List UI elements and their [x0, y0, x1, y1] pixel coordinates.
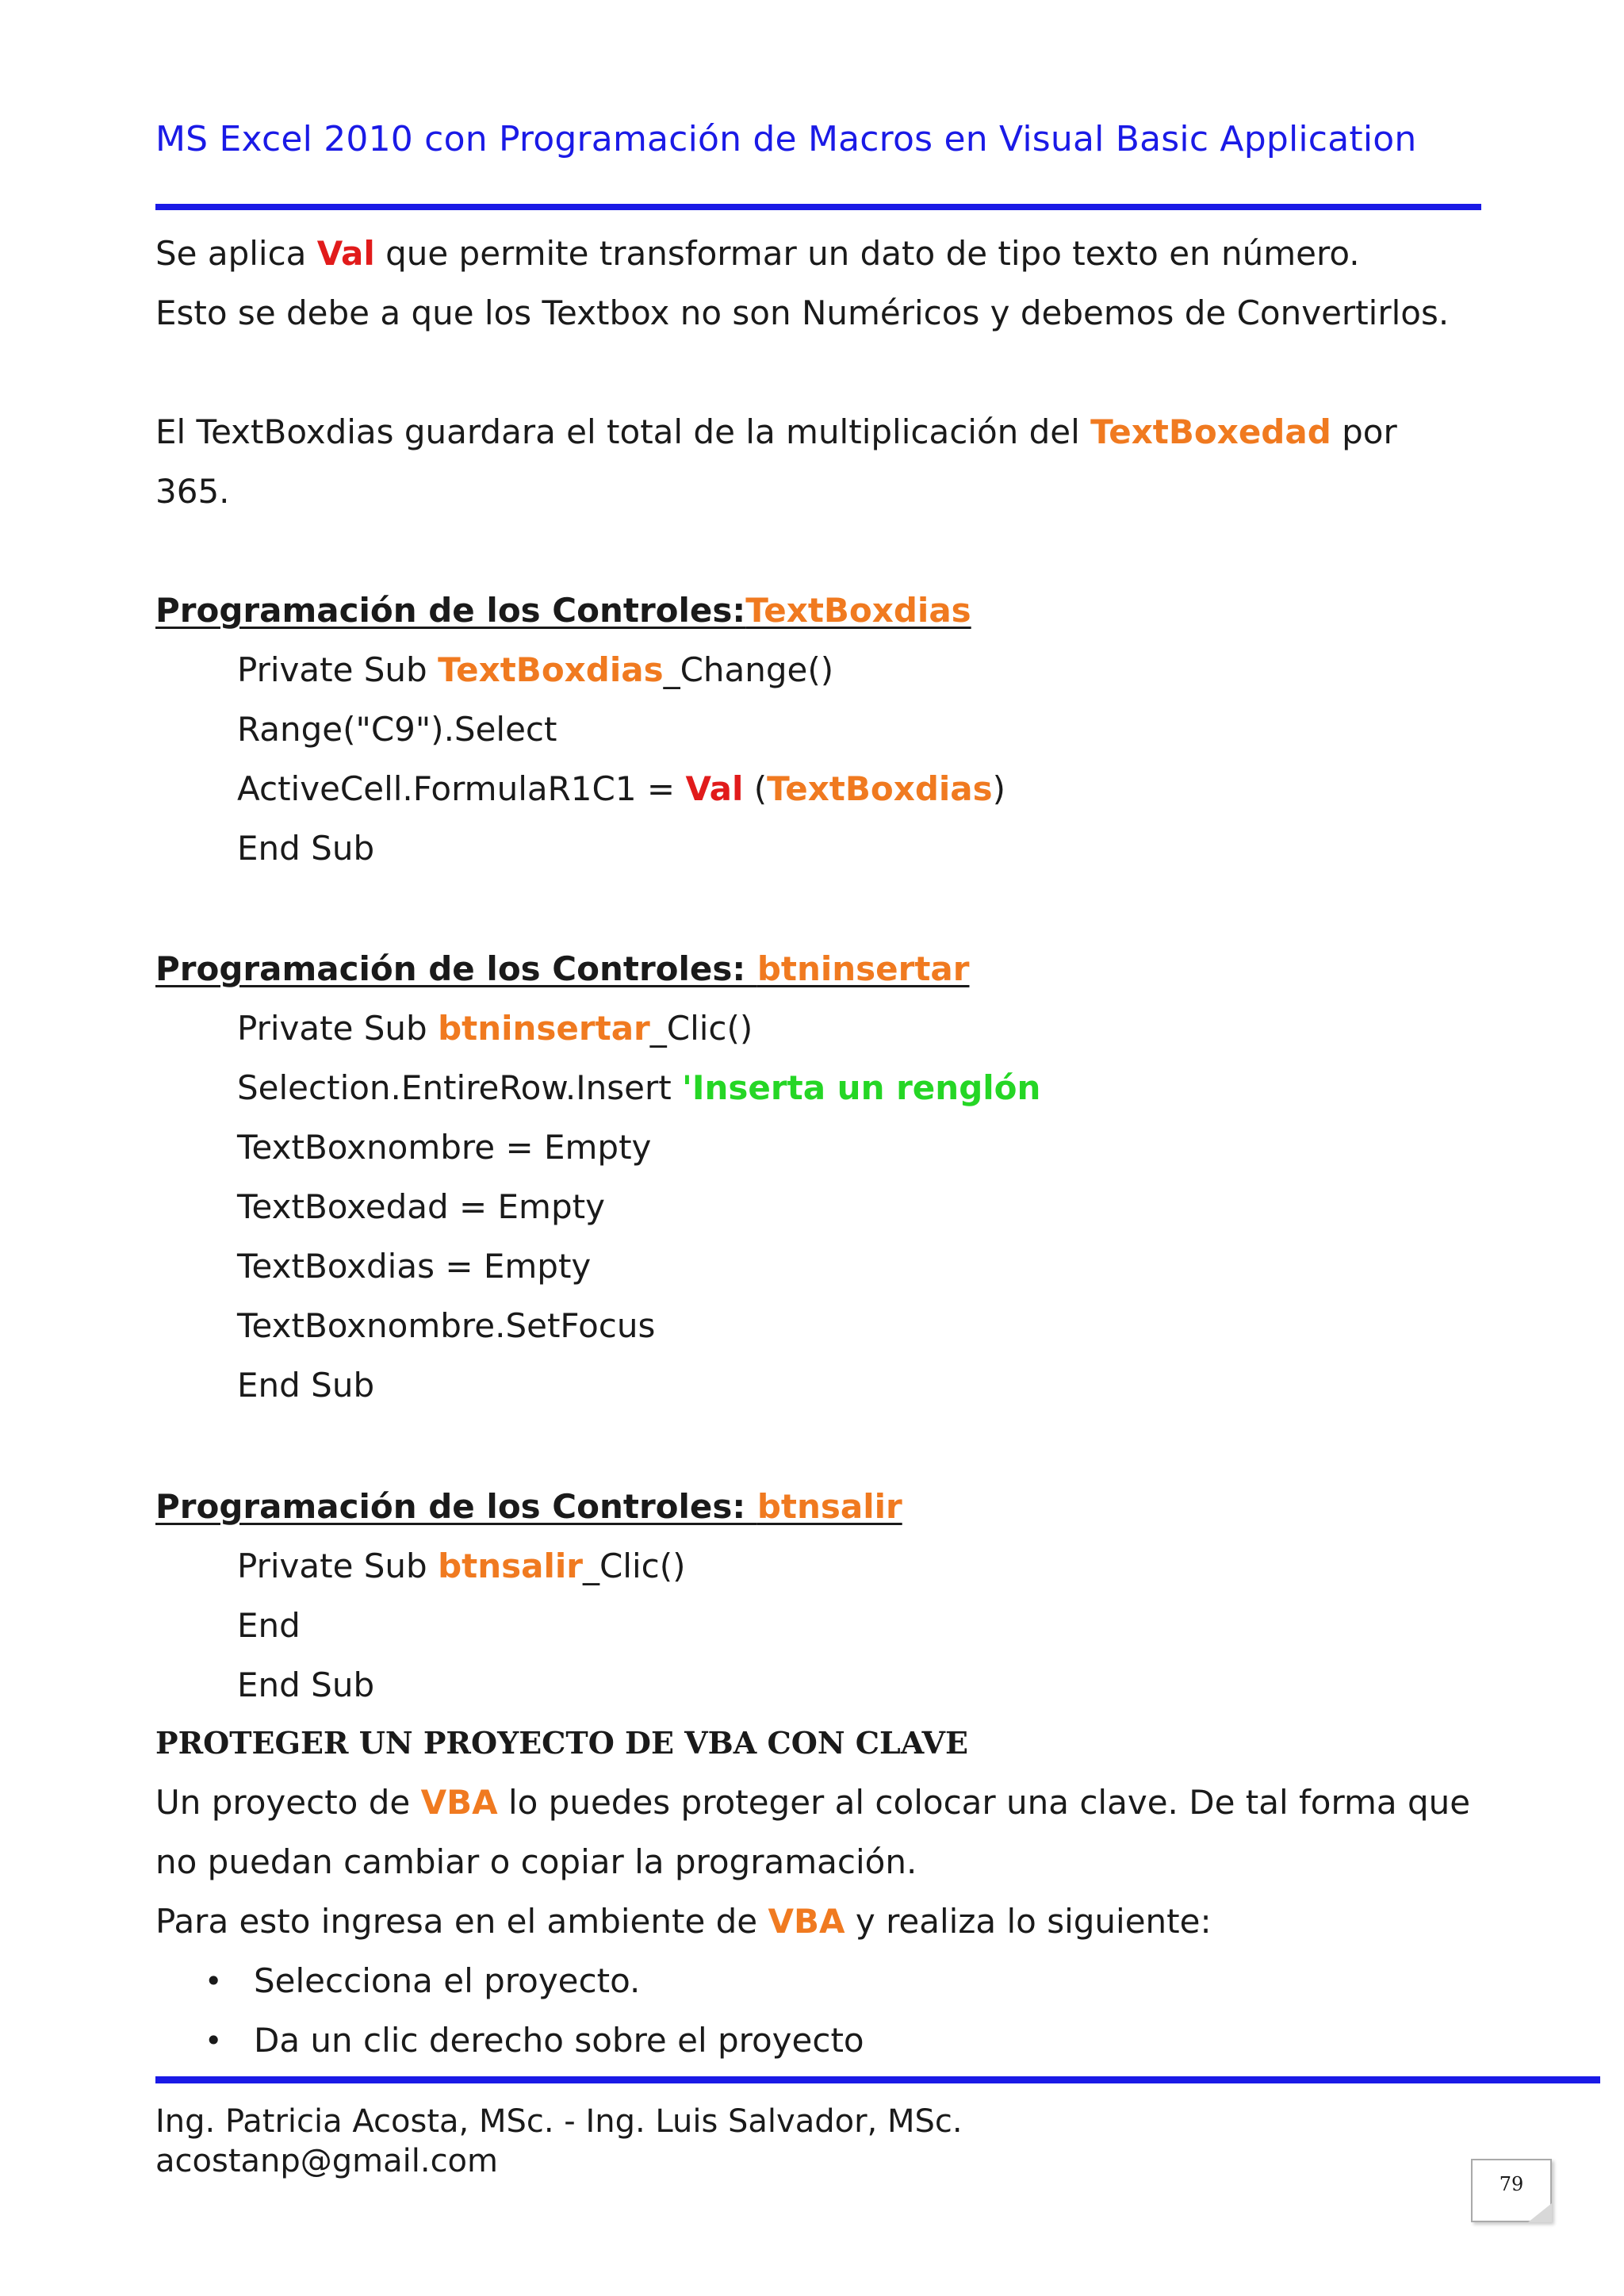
page-fold-icon — [1528, 2203, 1552, 2222]
keyword-textboxedad: TextBoxedad — [1090, 412, 1331, 451]
section2-code-line-1 — [237, 1006, 753, 1051]
section1-code-line-4: End Sub — [237, 829, 375, 868]
code-control-name: btnsalir — [438, 1547, 583, 1585]
section3-heading — [155, 1485, 902, 1529]
section2-code-line-6: TextBoxnombre.SetFocus — [237, 1306, 656, 1345]
section2-code-line-4: TextBoxedad = Empty — [237, 1187, 605, 1226]
text: que permite transformar un dato de tipo texto en número. — [374, 234, 1360, 273]
section3-code-line-2: End — [237, 1606, 301, 1645]
code-text: ActiveCell.FormulaR1C1 = — [237, 769, 686, 808]
heading-control-name: TextBoxdias — [745, 591, 971, 630]
text: y realiza lo siguiente: — [845, 1902, 1212, 1941]
page-number-box — [1471, 2159, 1552, 2222]
protect-paragraph-line-2: no puedan cambiar o copiar la programación. — [155, 1842, 917, 1881]
section2-code-line-7: End Sub — [237, 1366, 375, 1405]
protect-heading: PROTEGER UN PROYECTO DE VBA CON CLAVE — [155, 1725, 968, 1761]
section1-code-line-3 — [237, 767, 1005, 811]
page-number: 79 — [1499, 2173, 1524, 2195]
intro-line-2: Esto se debe a que los Textbox no son Numéricos y debemos de Convertirlos. — [155, 293, 1450, 332]
text: Se aplica — [155, 234, 317, 273]
section3-code-line-3: End Sub — [237, 1665, 375, 1704]
list-item: Selecciona el proyecto. — [254, 1961, 641, 2000]
code-text: Private Sub — [237, 1547, 439, 1585]
text: Para esto ingresa en el ambiente de — [155, 1902, 768, 1941]
code-text: _Clic() — [582, 1547, 686, 1585]
keyword-vba: VBA — [768, 1902, 845, 1941]
list-item: Da un clic derecho sobre el proyecto — [254, 2021, 864, 2060]
protect-paragraph-line-3 — [155, 1899, 1212, 1944]
intro-line-3 — [155, 410, 1397, 454]
code-control-name: TextBoxdias — [438, 650, 664, 689]
code-control-name: btninsertar — [438, 1009, 650, 1048]
text: por — [1331, 412, 1397, 451]
code-control-name: TextBoxdias — [767, 769, 993, 808]
text: lo puedes proteger al colocar una clave. De tal forma que — [497, 1783, 1471, 1822]
protect-paragraph-line-1 — [155, 1780, 1470, 1825]
footer-rule — [155, 2076, 1600, 2083]
header-rule — [155, 204, 1481, 210]
code-text: ) — [992, 769, 1006, 808]
code-text: Selection.EntireRow.Insert — [237, 1068, 683, 1107]
heading-text: Programación de los Controles: — [155, 949, 757, 988]
heading-text: Programación de los Controles: — [155, 1487, 757, 1526]
code-text: Private Sub — [237, 1009, 439, 1048]
intro-line-1 — [155, 232, 1360, 276]
heading-text: Programación de los Controles: — [155, 591, 746, 630]
footer-authors: Ing. Patricia Acosta, MSc. - Ing. Luis Salvador, MSc. — [155, 2103, 963, 2140]
section1-heading — [155, 588, 971, 633]
heading-control-name: btnsalir — [756, 1487, 902, 1526]
section1-code-line-1 — [237, 648, 833, 692]
code-comment: 'Inserta un renglón — [682, 1068, 1041, 1107]
code-text: _Change() — [663, 650, 834, 689]
section2-heading — [155, 947, 969, 991]
bullet-icon: • — [205, 1964, 223, 1999]
section3-code-line-1 — [237, 1544, 686, 1589]
section2-code-line-5: TextBoxdias = Empty — [237, 1247, 592, 1286]
bullet-icon: • — [205, 2023, 223, 2058]
intro-line-4: 365. — [155, 472, 230, 511]
section1-code-line-2: Range("C9").Select — [237, 710, 557, 749]
code-text: _Clic() — [649, 1009, 753, 1048]
section2-code-line-3: TextBoxnombre = Empty — [237, 1128, 652, 1167]
heading-control-name: btninsertar — [756, 949, 970, 988]
section2-code-line-2 — [237, 1066, 1040, 1110]
footer-email: acostanp@gmail.com — [155, 2143, 498, 2179]
code-text: ( — [743, 769, 768, 808]
code-keyword-val: Val — [685, 769, 744, 808]
code-text: Private Sub — [237, 650, 439, 689]
text: Un proyecto de — [155, 1783, 421, 1822]
keyword-val: Val — [316, 234, 375, 273]
text: El TextBoxdias guardara el total de la multiplicación del — [155, 412, 1091, 451]
keyword-vba: VBA — [420, 1783, 498, 1822]
page-header-title: MS Excel 2010 con Programación de Macros en Visual Basic Application — [155, 119, 1417, 159]
